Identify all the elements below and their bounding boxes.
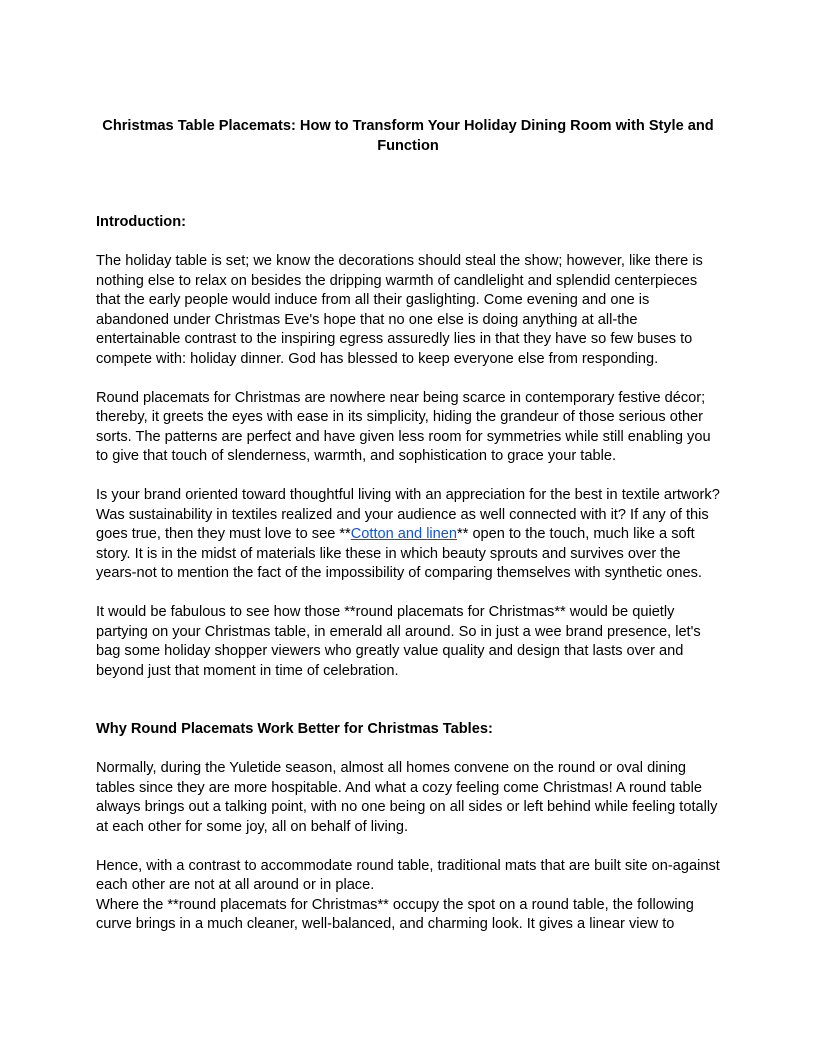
intro-paragraph-3-before: Is your brand oriented toward thoughtful living with an appreciation for the best in textile artwork? Was sustainability in textiles realized and your audience as well connected with it? If any of this goes true, then they must love to see ** xyxy=(96,487,720,542)
intro-paragraph-1: The holiday table is set; we know the decorations should steal the show; however, like there is nothing else to relax on besides the dripping warmth of candlelight and splendid centerpieces that the early people would induce from all their gaslighting. Come evening and one is abandoned under Christmas Eve's hope that no one else is doing anything at all-the entertainable contrast to the inspiring egress assuredly lies in that they have so few buses to compete with: holiday dinner. God has blessed to keep everyone else from responding. xyxy=(96,253,703,367)
why-paragraph-2: Hence, with a contrast to accommodate round table, traditional mats that are built site on-against each other are not at all around or in place. xyxy=(96,857,720,893)
introduction-heading: Introduction: xyxy=(96,214,186,230)
intro-paragraph-2: Round placemats for Christmas are nowhere near being scarce in contemporary festive décor; thereby, it greets the eyes with ease in its simplicity, hiding the grandeur of those serious other sorts. The patterns are perfect and have given less room for symmetries while still enabling you to give that touch of slenderness, warmth, and sophistication to grace your table. xyxy=(96,389,711,464)
intro-paragraph-3 xyxy=(96,486,720,584)
intro-paragraph-4: It would be fabulous to see how those **round placemats for Christmas** would be quietly partying on your Christmas table, in emerald all around. So in just a wee brand presence, let's bag some holiday shopper viewers who greatly value quality and design that lasts over and beyond just that moment in time of celebration. xyxy=(96,604,701,679)
document-title: Christmas Table Placemats: How to Transform Your Holiday Dining Room with Style and Function xyxy=(102,118,714,154)
intro-paragraph-3-after: ** open to the touch, much like a soft story. It is in the midst of materials like these in which beauty sprouts and survives over the years-not to mention the fact of the impossibility of comparing themselves with synthetic ones. xyxy=(96,526,702,581)
why-paragraph-1: Normally, during the Yuletide season, almost all homes convene on the round or oval dining tables since they are more hospitable. And what a cozy feeling come Christmas! A round table always brings out a talking point, with no one being on all sides or left behind while feeling totally at each other for some joy, all on behalf of living. xyxy=(96,760,718,835)
cotton-and-linen-link[interactable]: Cotton and linen xyxy=(350,526,458,542)
why-paragraph-3: Where the **round placemats for Christmas** occupy the spot on a round table, the following curve brings in a much cleaner, well-balanced, and charming look. It gives a linear view to xyxy=(96,896,694,932)
why-round-placemats-heading: Why Round Placemats Work Better for Christmas Tables: xyxy=(96,721,493,737)
